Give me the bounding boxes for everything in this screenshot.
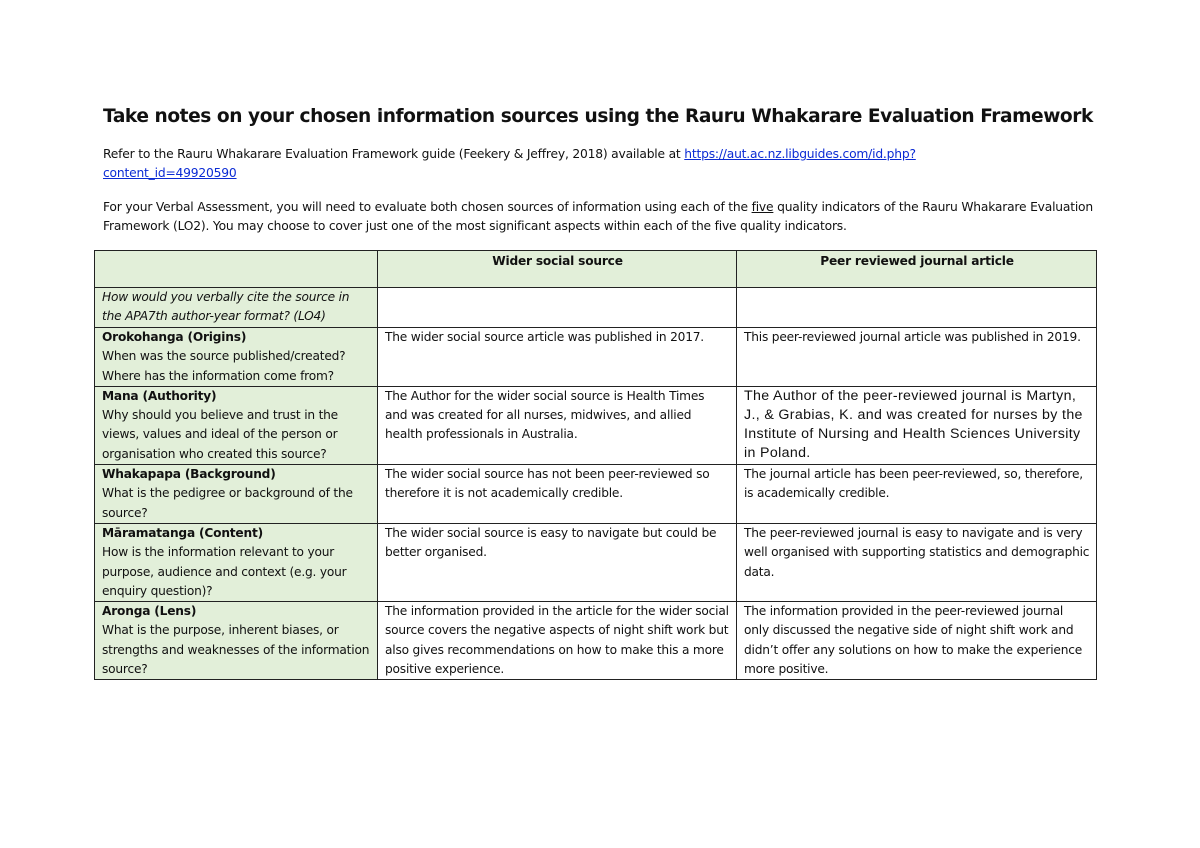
header-cell-empty <box>95 251 378 288</box>
criterion-cell <box>95 288 378 328</box>
instructions-underlined-word: five <box>751 200 774 214</box>
instructions-text-after: quality indicators of the Rauru Whakarare Evaluation Framework (LO2). You may choose to cover just one of the most significant aspects within each of the five quality indicators. <box>103 200 1093 233</box>
criterion-heading: Mana (Authority) <box>102 388 217 403</box>
criterion-question: What is the purpose, inherent biases, or strengths and weaknesses of the information source? <box>102 623 370 677</box>
criterion-question: When was the source published/created? Where has the information come from? <box>102 349 346 383</box>
peer-article-cell[interactable]: The information provided in the peer-reviewed journal only discussed the negative side of night shift work and didn’t offer any solutions on how to make the experience more positive. <box>737 602 1097 680</box>
criterion-cell <box>95 386 378 464</box>
wider-source-cell[interactable]: The information provided in the article for the wider social source covers the negative aspects of night shift work but also gives recommendations on how to make this a more positive experience. <box>378 602 737 680</box>
wider-source-cell[interactable]: The wider social source is easy to navigate but could be better organised. <box>378 523 737 601</box>
criterion-cell <box>95 328 378 387</box>
table-row <box>95 386 1097 464</box>
criterion-heading: Aronga (Lens) <box>102 604 197 619</box>
intro-text: Refer to the Rauru Whakarare Evaluation Framework guide (Feekery & Jeffrey, 2018) available at <box>103 147 685 161</box>
peer-article-cell[interactable]: This peer-reviewed journal article was published in 2019. <box>737 328 1097 387</box>
wider-source-cell[interactable]: The wider social source has not been peer-reviewed so therefore it is not academically credible. <box>378 465 737 524</box>
criterion-cell <box>95 465 378 524</box>
criterion-cell <box>95 523 378 601</box>
table-row <box>95 465 1097 524</box>
wider-source-cell[interactable]: The Author for the wider social source is Health Times and was created for all nurses, midwives, and allied health professionals in Australia. <box>378 386 737 464</box>
criterion-heading: Orokohanga (Origins) <box>102 330 247 344</box>
wider-source-cell[interactable]: The wider social source article was published in 2017. <box>378 328 737 387</box>
criterion-question: How is the information relevant to your purpose, audience and context (e.g. your enquiry question)? <box>102 545 347 598</box>
header-cell-peer-reviewed-article: Peer reviewed journal article <box>737 251 1097 288</box>
peer-article-cell[interactable]: The peer-reviewed journal is easy to navigate and is very well organised with supporting statistics and demographic data. <box>737 523 1097 601</box>
link-line-2: content_id=49920590 <box>103 166 237 180</box>
criterion-question: How would you verbally cite the source in the APA7th author-year format? (LO4) <box>102 290 350 324</box>
table-header-row <box>95 251 1097 288</box>
peer-article-cell[interactable]: The journal article has been peer-reviewed, so, therefore, is academically credible. <box>737 465 1097 524</box>
table-row <box>95 523 1097 601</box>
table-row <box>95 328 1097 387</box>
page-title: Take notes on your chosen information sources using the Rauru Whakarare Evaluation Framework <box>103 106 1093 127</box>
table-row <box>95 288 1097 328</box>
instructions-text-before: For your Verbal Assessment, you will need to evaluate both chosen sources of information using each of the <box>103 200 752 214</box>
header-cell-wider-social-source: Wider social source <box>378 251 737 288</box>
criterion-heading: Whakapapa (Background) <box>102 467 276 482</box>
criterion-question: What is the pedigree or background of the source? <box>102 486 353 520</box>
criterion-question: Why should you believe and trust in the views, values and ideal of the person or organisation who created this source? <box>102 408 338 461</box>
evaluation-table <box>94 250 1097 680</box>
peer-article-cell[interactable]: The Author of the peer-reviewed journal is Martyn, J., & Grabias, K. and was created for nurses by the Institute of Nursing and Health Sciences University in Poland. <box>737 386 1097 464</box>
wider-source-cell[interactable] <box>378 288 737 328</box>
link-line-1: https://aut.ac.nz.libguides.com/id.php? <box>684 147 916 161</box>
instructions-paragraph <box>103 198 1103 236</box>
peer-article-cell[interactable] <box>737 288 1097 328</box>
table-row <box>95 602 1097 680</box>
criterion-heading: Māramatanga (Content) <box>102 525 263 540</box>
criterion-cell <box>95 602 378 680</box>
intro-paragraph <box>103 145 1103 183</box>
